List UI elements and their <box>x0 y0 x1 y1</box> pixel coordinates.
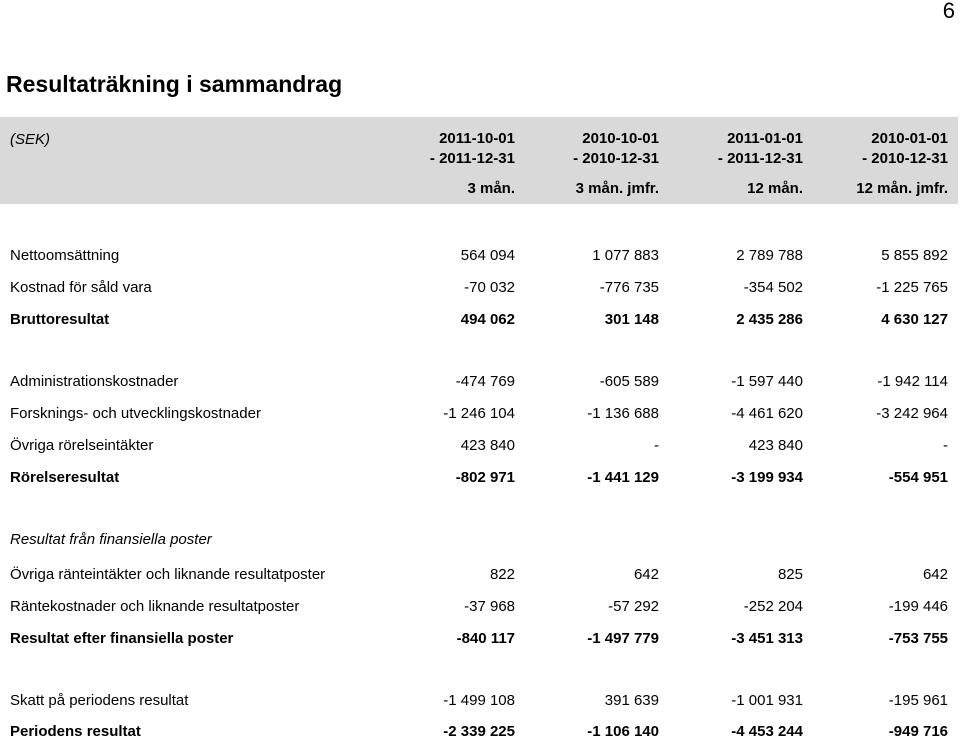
row-label: Forsknings- och utvecklingskostnader <box>10 405 261 422</box>
row-value: -1 497 779 <box>587 630 659 647</box>
column-header-3-period: 12 mån. <box>747 180 803 197</box>
row-label: Kostnad för såld vara <box>10 279 152 296</box>
table-row-rantekostnader <box>0 598 958 620</box>
table-row-rorelseresultat <box>0 469 958 491</box>
row-value: -1 441 129 <box>587 469 659 486</box>
table-row-ovriga-rorelseintakter <box>0 437 958 459</box>
row-value: -605 589 <box>599 373 659 390</box>
row-label: Skatt på periodens resultat <box>10 692 189 709</box>
row-label: Resultat efter finansiella poster <box>10 630 234 647</box>
row-value: 642 <box>922 566 948 583</box>
row-value: -1 136 688 <box>587 405 659 422</box>
row-value: -474 769 <box>455 373 515 390</box>
column-header-2-start: 2010-10-01 <box>582 130 659 147</box>
row-label: Räntekostnader och liknande resultatposter <box>10 598 300 615</box>
row-value: 1 077 883 <box>592 247 659 264</box>
row-value: -1 225 765 <box>876 279 948 296</box>
row-value: -252 204 <box>743 598 803 615</box>
table-row-resultat-efter-finansiella-poster <box>0 630 958 652</box>
row-value: 4 630 127 <box>881 311 948 328</box>
row-value: -1 106 140 <box>587 723 659 740</box>
row-label: Övriga rörelseintäkter <box>10 437 154 454</box>
column-header-4-start: 2010-01-01 <box>871 130 948 147</box>
row-value: -199 446 <box>888 598 948 615</box>
row-value: -802 971 <box>455 469 515 486</box>
row-value: 5 855 892 <box>881 247 948 264</box>
table-row-kostnad-for-sald-vara <box>0 279 958 301</box>
row-label: Bruttoresultat <box>10 311 110 328</box>
column-header-4-period: 12 mån. jmfr. <box>856 180 948 197</box>
row-label: Övriga ränteintäkter och liknande resultatposter <box>10 566 326 583</box>
page-title: Resultaträkning i sammandrag <box>6 71 343 97</box>
row-value: -753 755 <box>888 630 948 647</box>
row-value: -1 246 104 <box>443 405 515 422</box>
row-label: Periodens resultat <box>10 723 141 740</box>
row-value: -2 339 225 <box>443 723 515 740</box>
column-header-1-end: - 2011-12-31 <box>429 150 515 167</box>
table-row-forsknings-och-utvecklingskostnader <box>0 405 958 427</box>
table-row-nettoomsattning <box>0 247 958 269</box>
table-section-heading-finansiella-poster <box>0 531 958 553</box>
row-value: -1 942 114 <box>877 373 948 390</box>
row-value: -4 461 620 <box>731 405 803 422</box>
row-value: 564 094 <box>460 247 515 264</box>
row-value: - <box>943 437 948 454</box>
table-row-administrationskostnader <box>0 373 958 395</box>
row-value: -840 117 <box>456 630 515 647</box>
row-value: 2 789 788 <box>736 247 803 264</box>
column-header-2-end: - 2010-12-31 <box>573 150 659 167</box>
row-value: -1 499 108 <box>443 692 515 709</box>
row-value: -3 451 313 <box>731 630 803 647</box>
row-label: Rörelseresultat <box>10 469 120 486</box>
row-label: Administrationskostnader <box>10 373 179 390</box>
row-value: -1 597 440 <box>731 373 803 390</box>
row-value: -3 242 964 <box>876 405 948 422</box>
column-header-3-start: 2011-01-01 <box>727 130 803 147</box>
row-value: 391 639 <box>604 692 659 709</box>
row-value: -1 001 931 <box>731 692 803 709</box>
row-value: - <box>654 437 659 454</box>
section-heading: Resultat från finansiella poster <box>10 531 212 548</box>
table-row-ovriga-ranteintakter <box>0 566 958 588</box>
row-label: Nettoomsättning <box>10 247 120 264</box>
row-value: -949 716 <box>888 723 948 740</box>
column-header-3-end: - 2011-12-31 <box>717 150 803 167</box>
row-value: -776 735 <box>599 279 659 296</box>
row-value: 301 148 <box>604 311 659 328</box>
column-header-1-start: 2011-10-01 <box>439 130 515 147</box>
row-value: -70 032 <box>464 279 515 296</box>
row-value: 642 <box>633 566 659 583</box>
row-value: -195 961 <box>888 692 948 709</box>
row-value: -354 502 <box>743 279 803 296</box>
row-value: 2 435 286 <box>736 311 803 328</box>
currency-label: (SEK) <box>10 131 51 148</box>
table-row-bruttoresultat <box>0 311 958 333</box>
table-row-skatt <box>0 692 958 714</box>
row-value: 423 840 <box>460 437 515 454</box>
row-value: 494 062 <box>460 311 515 328</box>
row-value: 423 840 <box>748 437 803 454</box>
column-header-2-period: 3 mån. jmfr. <box>575 180 659 197</box>
row-value: -4 453 244 <box>731 723 803 740</box>
row-value: -3 199 934 <box>731 469 803 486</box>
row-value: 822 <box>489 566 515 583</box>
column-header-4-end: - 2010-12-31 <box>862 150 948 167</box>
column-header-1-period: 3 mån. <box>467 180 515 197</box>
row-value: 825 <box>777 566 803 583</box>
row-value: -57 292 <box>608 598 659 615</box>
page-number: 6 <box>942 0 955 23</box>
row-value: -37 968 <box>464 598 515 615</box>
row-value: -554 951 <box>888 469 948 486</box>
